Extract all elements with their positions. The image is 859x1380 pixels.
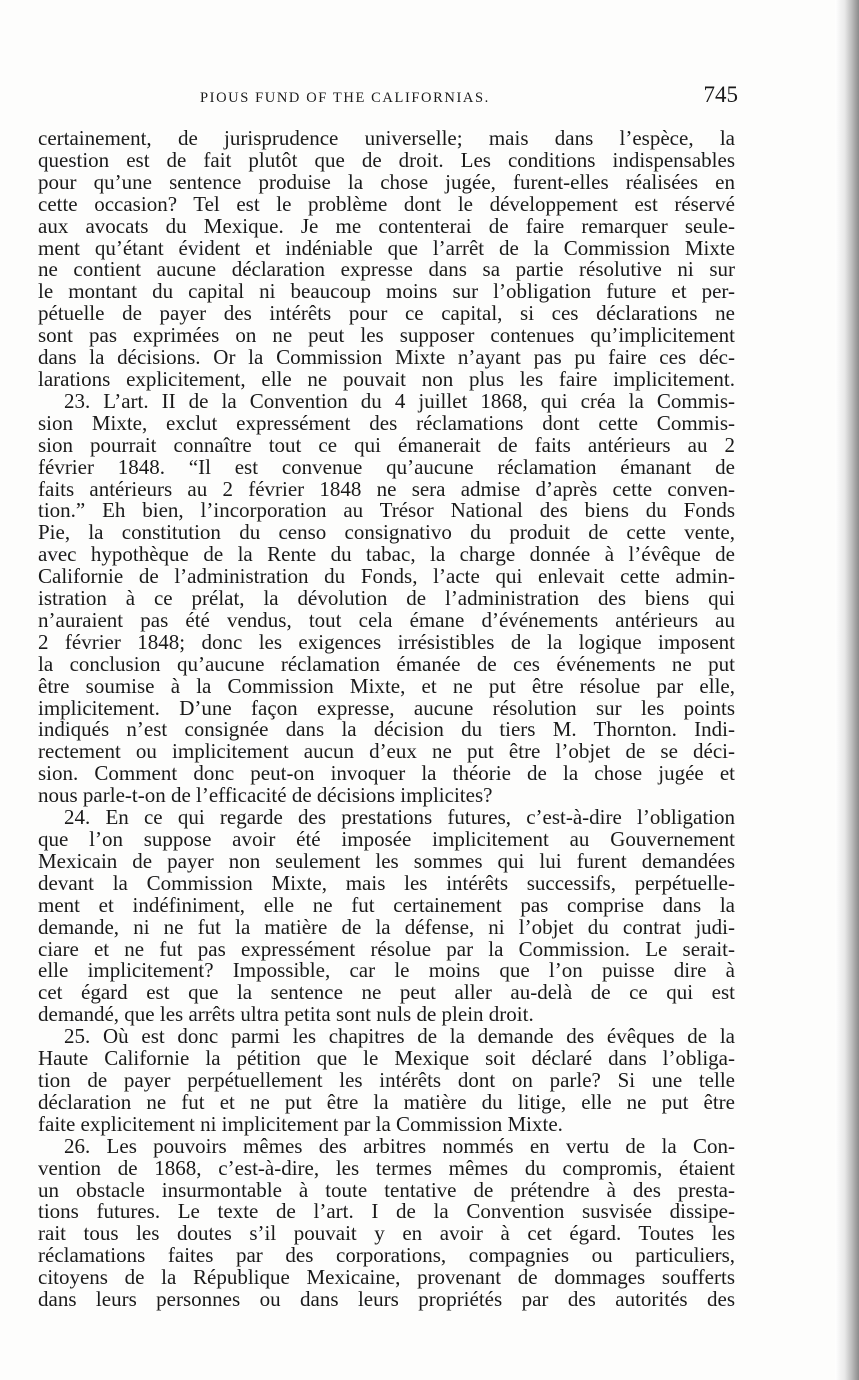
text-line: que l’on suppose avoir été imposée implicitement au Gouvernement [38, 827, 735, 851]
text-line: pétuelle de payer des intérêts pour ce capital, si ces déclarations ne [38, 301, 735, 326]
text-line: demandé, que les arrêts ultra petita sont nuls de plein droit. [38, 1002, 534, 1027]
text-line: Mexicain de payer non seulement les sommes qui lui furent demandées [38, 848, 735, 873]
page-number: 745 [703, 82, 738, 107]
text-line: tions futures. Le texte de l’art. I de la Convention susvisée dissipe- [38, 1199, 735, 1224]
text-line: sion. Comment donc peut-on invoquer la théorie de la chose jugée et [38, 761, 735, 786]
text-line: un obstacle insurmontable à toute tentative de prétendre à des presta- [38, 1177, 735, 1202]
text-line: cet égard est que la sentence ne peut aller au-delà de ce qui est [38, 980, 735, 1005]
text-line: citoyens de la République Mexicaine, provenant de dommages soufferts [38, 1265, 735, 1290]
text-line: cette occasion? Tel est le problème dont le développement est réservé [38, 191, 735, 216]
paragraph-start-23: 23. L’art. II de la Convention du 4 juillet 1868, qui créa la Commis- [64, 388, 735, 413]
text-line: rectement ou implicitement aucun d’eux ne put être l’objet de se déci- [38, 739, 735, 764]
text-line: n’auraient pas été vendus, tout cela émane d’événements antérieurs au [38, 607, 735, 632]
paragraph-start-25: 25. Où est donc parmi les chapitres de la demande des évêques de la [64, 1024, 735, 1049]
paragraph-start-24: 24. En ce qui regarde des prestations futures, c’est-à-dire l’obligation [64, 805, 735, 830]
text-line: elle implicitement? Impossible, car le moins que l’on puisse dire à [38, 958, 735, 983]
text-line: vention de 1868, c’est-à-dire, les termes mêmes du compromis, étaient [38, 1155, 735, 1180]
text-line: devant la Commission Mixte, mais les intérêts successifs, perpétuelle- [38, 870, 735, 895]
text-line: pour qu’une sentence produise la chose jugée, furent-elles réalisées en [38, 169, 735, 194]
text-line: question est de fait plutôt que de droit. Les conditions indispensables [38, 147, 735, 172]
text-line: dans la décisions. Or la Commission Mixte n’ayant pas pu faire ces déc- [38, 345, 735, 370]
text-line: demande, ni ne fut la matière de la défense, ni l’objet du contrat judi- [38, 914, 735, 939]
text-line: certainement, de jurisprudence universelle; mais dans l’espèce, la [38, 126, 735, 150]
text-line: rait tous les doutes s’il pouvait y en avoir à cet égard. Toutes les [38, 1221, 735, 1246]
text-line: ment qu’étant évident et indéniable que l’arrêt de la Commission Mixte [38, 235, 735, 260]
text-line: être soumise à la Commission Mixte, et ne put être résolue par elle, [38, 673, 735, 698]
text-line: dans leurs personnes ou dans leurs propriétés par des autorités des [38, 1287, 735, 1312]
running-title: PIOUS FUND OF THE CALIFORNIAS. [200, 90, 490, 106]
text-line: avec hypothèque de la Rente du tabac, la charge donnée à l’évêque de [38, 542, 735, 567]
text-line: ciare et ne fut pas expressément résolue par la Commission. Le serait- [38, 936, 735, 961]
text-line: la conclusion qu’aucune réclamation émanée de ces événements ne put [38, 651, 735, 676]
text-line: réclamations faites par des corporations, compagnies ou particuliers, [38, 1243, 735, 1268]
text-line: tion de payer perpétuellement les intérêts dont on parle? Si une telle [38, 1067, 735, 1092]
text-line: ment et indéfiniment, elle ne fut certainement pas comprise dans la [38, 892, 735, 917]
text-line: déclaration ne fut et ne put être la matière du litige, elle ne put être [38, 1089, 735, 1114]
text-line: istration à ce prélat, la dévolution de l’administration des biens qui [38, 586, 735, 611]
text-line: sion pourrait connaître tout ce qui émanerait de faits antérieurs au 2 [38, 432, 735, 457]
text-line: sont pas exprimées on ne peut les supposer contenues qu’implicitement [38, 323, 735, 348]
text-line: 2 février 1848; donc les exigences irrésistibles de la logique imposent [38, 629, 735, 654]
text-line: sion Mixte, exclut expressément des réclamations dont cette Commis- [38, 410, 735, 435]
text-line: février 1848. “Il est convenue qu’aucune réclamation émanant de [38, 454, 735, 479]
text-line: ne contient aucune déclaration expresse dans sa partie résolutive ni sur [38, 257, 735, 282]
text-line: aux avocats du Mexique. Je me contenterai de faire remarquer seule- [38, 213, 735, 238]
text-line: nous parle-t-on de l’efficacité de décisions implicites? [38, 783, 493, 808]
text-line: Californie de l’administration du Fonds, l’acte qui enlevait cette admin- [38, 564, 735, 589]
text-line: indiqués n’est consignée dans la décision du tiers M. Thornton. Indi- [38, 717, 735, 742]
text-line: implicitement. D’une façon expresse, aucune résolution sur les points [38, 695, 735, 720]
page-edge-shadow [835, 0, 859, 1380]
page-header [38, 82, 738, 112]
text-line: tion.” Eh bien, l’incorporation au Trésor National des biens du Fonds [38, 498, 735, 523]
body-text [38, 128, 735, 1311]
text-line: larations explicitement, elle ne pouvait non plus les faire implicitement. [38, 366, 735, 391]
text-line: Haute Californie la pétition que le Mexique soit déclaré dans l’obliga- [38, 1046, 735, 1071]
text-line: Pie, la constitution du censo consignativo du produit de cette vente, [38, 520, 735, 545]
paragraph-start-26: 26. Les pouvoirs mêmes des arbitres nommés en vertu de la Con- [64, 1133, 735, 1158]
text-line: faits antérieurs au 2 février 1848 ne sera admise d’après cette conven- [38, 476, 735, 501]
text-line: le montant du capital ni beaucoup moins sur l’obligation future et per- [38, 279, 735, 304]
text-line: faite explicitement ni implicitement par la Commission Mixte. [38, 1111, 563, 1136]
